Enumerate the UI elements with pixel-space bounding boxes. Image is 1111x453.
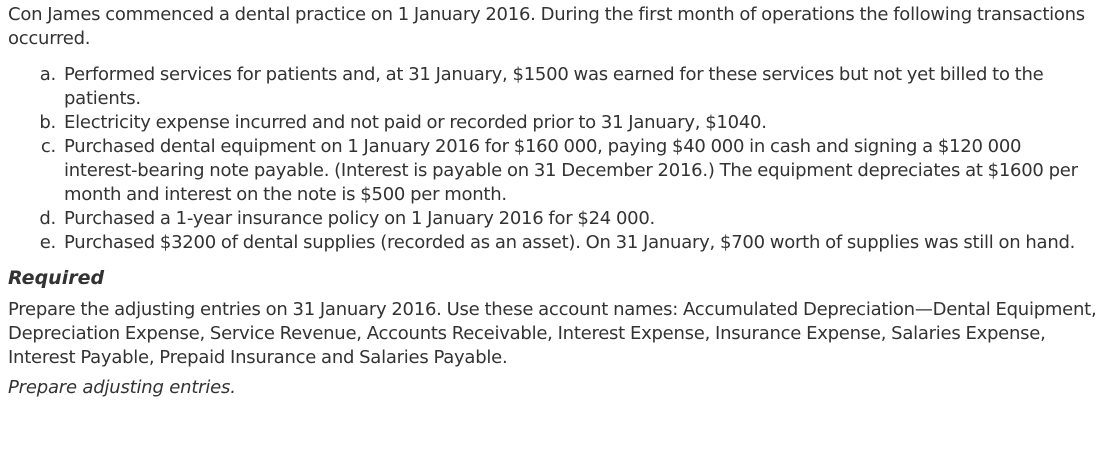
intro-paragraph: Con James commenced a dental practice on 1 January 2016. During the first month of operations the following transactions occurred. bbox=[8, 4, 1085, 49]
transaction-letter: d. bbox=[39, 208, 56, 229]
transaction-text: Electricity expense incurred and not paid or recorded prior to 31 January, $1040. bbox=[64, 112, 767, 133]
transaction-list bbox=[8, 63, 1103, 255]
transaction-letter: a. bbox=[39, 64, 56, 85]
transaction-item-c bbox=[8, 135, 1103, 207]
transaction-text: Purchased $3200 of dental supplies (recorded as an asset). On 31 January, $700 worth of supplies was still on hand. bbox=[64, 232, 1076, 253]
transaction-letter: b. bbox=[39, 112, 56, 133]
transaction-item-b bbox=[8, 111, 1103, 135]
required-heading: Required bbox=[8, 267, 105, 289]
transaction-text: Purchased dental equipment on 1 January 2016 for $160 000, paying $40 000 in cash and signing a $120 000 interest-bearing note payable. (Interest is payable on 31 December 2016.) The equipment depreciates at $1600 per month and interest on the note is $500 per month. bbox=[64, 136, 1078, 205]
transaction-text: Purchased a 1-year insurance policy on 1 January 2016 for $24 000. bbox=[64, 208, 656, 229]
transaction-text: Performed services for patients and, at 31 January, $1500 was earned for these services but not yet billed to the patients. bbox=[64, 64, 1044, 109]
transaction-letter: e. bbox=[39, 232, 56, 253]
transaction-letter: c. bbox=[40, 136, 56, 157]
required-text: Prepare the adjusting entries on 31 January 2016. Use these account names: Accumulated Depreciation—Dental Equipment, Depreciation Expense, Service Revenue, Accounts Receivable, Interest Expense, Insurance Expense, Salaries Expense, Interest Payable, Prepaid Insurance and Salaries Payable. bbox=[8, 299, 1097, 368]
instruction-text: Prepare adjusting entries. bbox=[8, 377, 236, 398]
transaction-item-e bbox=[8, 231, 1103, 255]
transaction-item-a bbox=[8, 63, 1103, 111]
transaction-item-d bbox=[8, 207, 1103, 231]
